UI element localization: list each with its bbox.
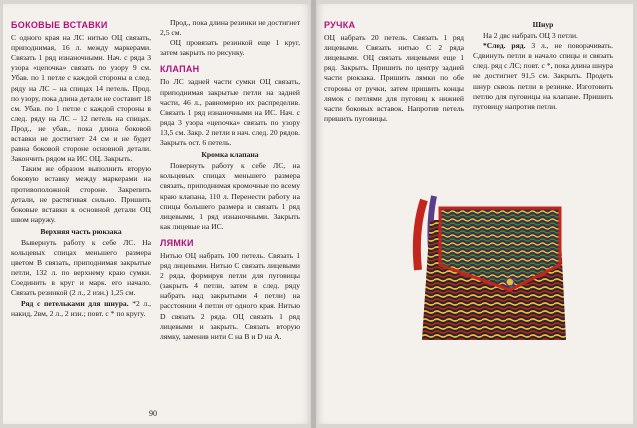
strap — [417, 200, 424, 270]
subtitle-flap-edge: Кромка клапана — [201, 150, 259, 160]
knitted-backpack-photo — [410, 190, 568, 340]
paragraph: С одного края на ЛС нитью ОЦ связать, приподнимая, 16 л. между маркерами. Связать 1 ряд изнаночными. Нач. с ряда 3 узора «цепочка» связать по узору 9 см. Убав. по 1 петле с каждой стороны в след. ряду на ЛС – на спицах 14 петель. Прод. по узору, пока длина детали не составит 18 см. Убав. по 1 петле с каждой стороны в след. ряду на ЛС – 12 петель на спицах. Прод., не убав., пока длина боковой вставки не достигнет 24 см и не будет равна боковой стороне основной детали. Закончить рядом на ИС ОЦ. Закрыть. — [11, 33, 151, 164]
section-title-flap: КЛАПАН — [160, 64, 200, 75]
paragraph: На 2 двс набрать ОЦ 3 петли. — [483, 31, 578, 41]
paragraph: Повернуть работу к себе ЛС, на кольцевых спицах меньшего размера связать, приподнимая кромочные по всему краю клапана, 110 л. Перенести работу на спицы большего размера и связать 1 ряд лицевыми, 1 ряд изнаночными. Закрыть как лицевые на ИС. — [160, 161, 300, 231]
paragraph: ОЦ провязать резинкой еще 1 круг, затем закрыть по рисунку. — [160, 38, 300, 58]
subtitle-top-part: Верхняя часть рюкзака — [40, 226, 122, 236]
button-icon — [506, 278, 514, 286]
paragraph: Нитью ОЦ набрать 100 петель. Связать 1 ряд лицевыми. Нитью С связать лицевыми 2 ряда, формируя петли для пуговицы (закрыть 4 петли, затем в след. ряду набрать над закрытыми 4 петли) на расстоянии 4 петли от одного края. Нитью D связать 2 ряда. ОЦ связать 1 ряд лицевыми и закрыть. Связать вторую лямку, заменив нити С на В и D на А. — [160, 250, 300, 341]
section-title-handle: РУЧКА — [324, 20, 356, 30]
backpack-illustration — [410, 190, 568, 340]
subtitle-cord: Шнур — [532, 20, 554, 29]
section-title-straps: ЛЯМКИ — [160, 237, 194, 248]
left-page-column-1 — [11, 18, 151, 319]
right-page-column-1 — [324, 18, 464, 124]
left-page-column-2 — [160, 18, 300, 342]
page-number: 90 — [149, 409, 157, 418]
row-text: 3 л., не поворачивать. Сдвинуть петли в начало спицы и связать след. ряд с ЛС; повт. с *, пока длина шнура не достигнет 91,5 см. Закрыть. Продеть шнур сквозь петли в резинке. Изготовить петлю для пуговицы на клапане. Пришить пуговицу напротив петли. — [473, 41, 613, 111]
row-label: Ряд с петельками для шнура. — [21, 298, 129, 308]
paragraph — [11, 299, 151, 319]
paragraph: Прод., пока длина резинки не достигнет 2,5 см. — [160, 18, 301, 38]
paragraph: Таким же образом выполнить вторую боковую вставку между маркерами на противоположной стороне. Закрепить детали, не растягивая сильно. Пришить боковые вставки к основной детали ОЦ швом наружу. — [11, 164, 151, 224]
row-label: *След. ряд. — [483, 41, 526, 51]
left-page — [3, 4, 311, 424]
right-page-column-2 — [473, 18, 613, 112]
paragraph: По ЛС задней части сумки ОЦ связать, приподнимая закрытые петли на задней части, 46 л., равномерно их распределив. Связать 1 ряд изнаночными на ИС. Нач. с ряда 3 узора «цепочка» связать по узору 13,5 см. Закр. 2 петли в нач. след. 20 рядов. Закрыть ост. 6 петель. — [160, 77, 300, 148]
row-text: *2 л., накид, 2вм, 2 л., 2 изн.; повт. с * по кругу. — [11, 298, 151, 318]
paragraph: Вывернуть работу к себе ЛС. На кольцевых спицах меньшего размера цветом В связать, приподнимая закрытые петли, 132 л. по верхнему краю сумки. Соединить в круг и марк. его начало. Связать резинкой (2 л., 2 изн.) 1,25 см. — [11, 237, 151, 298]
paragraph — [473, 41, 613, 112]
paragraph: ОЦ набрать 20 петель. Связать 1 ряд лицевыми. Связать нитью С 2 ряда лицевыми. ОЦ связать лицевыми еще 1 ряд. Закрыть. Пришить по центру задней части рюкзака. Пришить лямки по обе стороны от ручки, затем пришить концы лямок с петлями для пуговиц к нижней части боковых вставок. Напротив петель пришить пуговицы. — [324, 33, 464, 123]
section-title-side-inserts: БОКОВЫЕ ВСТАВКИ — [11, 20, 108, 30]
